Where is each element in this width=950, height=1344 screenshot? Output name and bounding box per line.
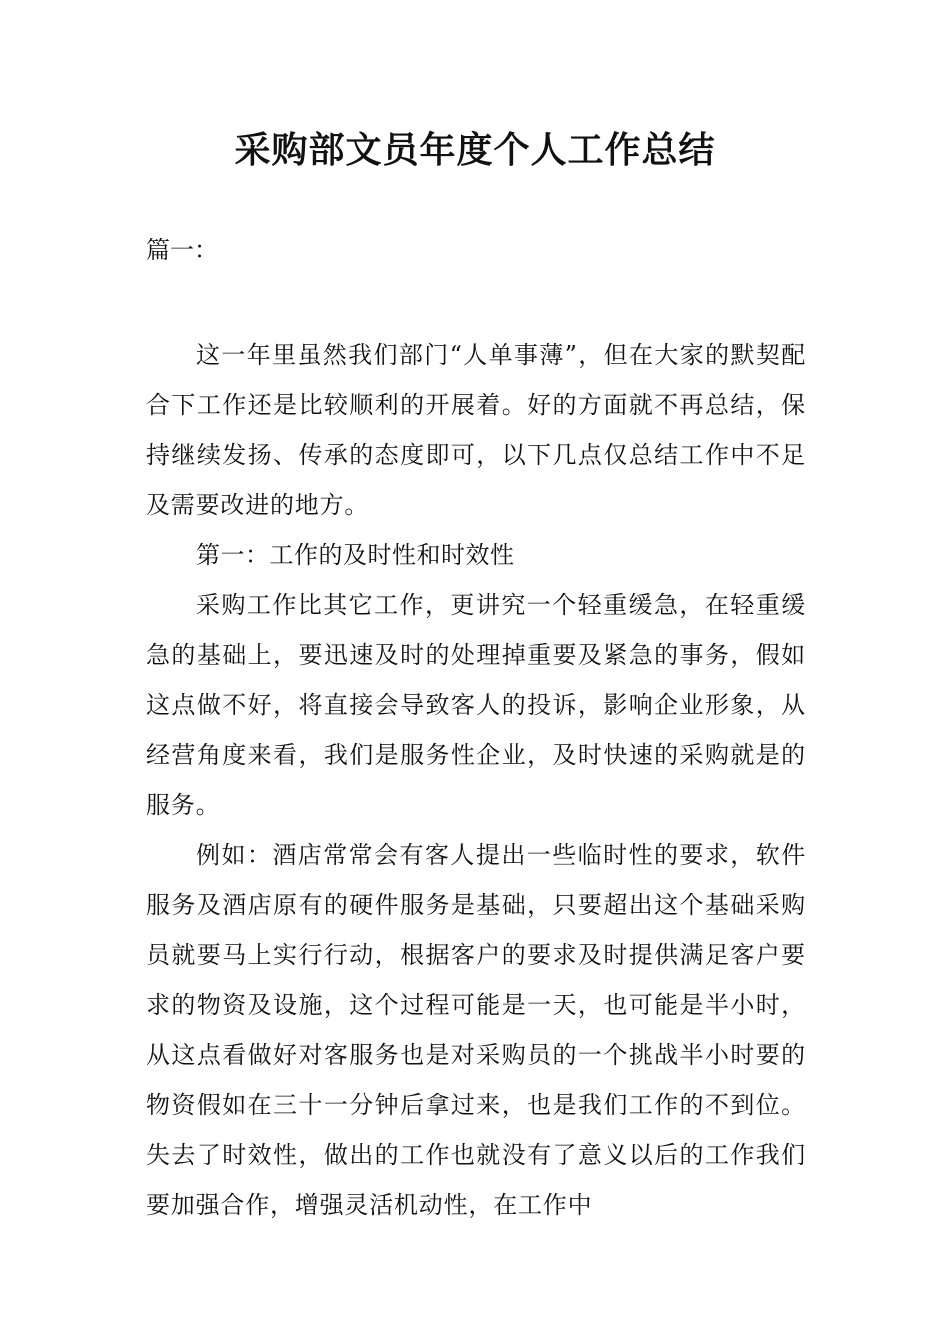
section-label: 篇一： [146, 236, 218, 264]
paragraph-example: 例如：酒店常常会有客人提出一些临时性的要求，软件服务及酒店原有的硬件服务是基础，只要超出这个基础采购员就要马上实行行动，根据客户的要求及时提供满足客户要求的物资及设施，这个过程可能是一天，也可能是半小时，从这点看做好对客服务也是对采购员的一个挑战半小时要的物资假如在三十一分钟后拿过来，也是我们工作的不到位。失去了时效性，做出的工作也就没有了意义以后的工作我们要加强合作，增强灵活机动性，在工作中 [146, 841, 806, 1219]
paragraph-intro: 这一年里虽然我们部门“人单事薄”，但在大家的默契配合下工作还是比较顺利的开展着。好的方面就不再总结，保持继续发扬、传承的态度即可，以下几点仅总结工作中不足及需要改进的地方。 [146, 341, 806, 519]
document-title: 采购部文员年度个人工作总结 [234, 130, 716, 171]
document-body [146, 330, 806, 1230]
paragraph-heading-first: 第一：工作的及时性和时效性 [196, 541, 515, 569]
paragraph-timeliness: 采购工作比其它工作，更讲究一个轻重缓急，在轻重缓急的基础上，要迅速及时的处理掉重要及紧急的事务，假如这点做不好，将直接会导致客人的投诉，影响企业形象，从经营角度来看，我们是服务性企业，及时快速的采购就是的服务。 [146, 591, 806, 819]
